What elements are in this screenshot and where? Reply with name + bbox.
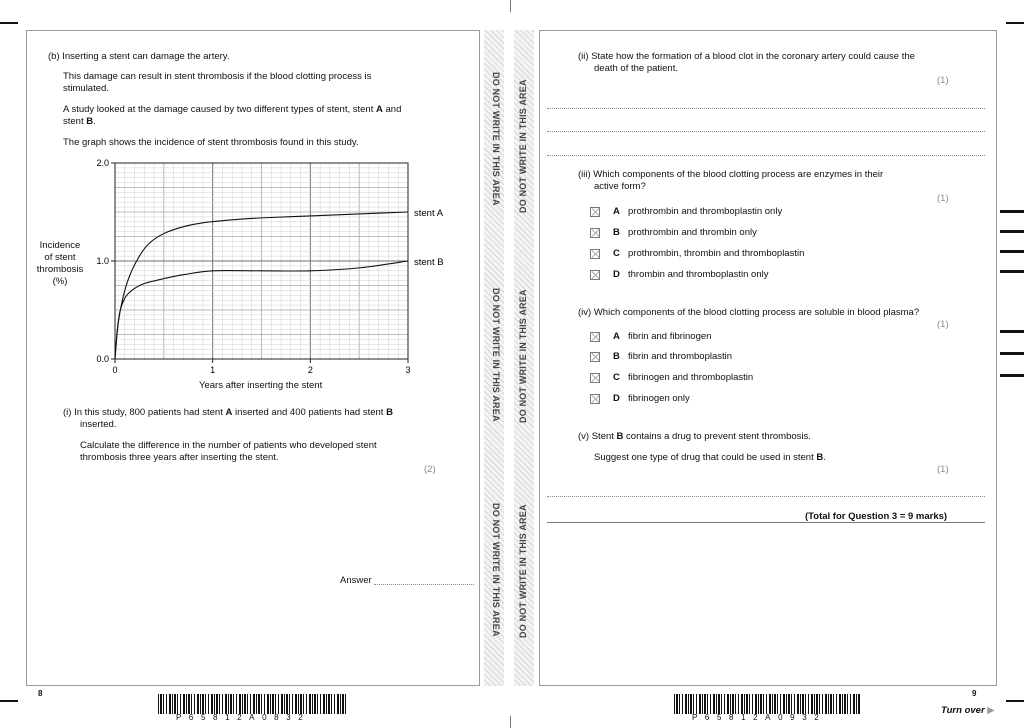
timing-mark bbox=[1000, 250, 1024, 253]
x-tick-label: 1 bbox=[210, 365, 216, 375]
crop-mark bbox=[510, 716, 511, 728]
q-iii-option-d-text: thrombin and thromboplastin only bbox=[628, 269, 769, 280]
margin-text: DO NOT WRITE IN THIS AREA bbox=[491, 288, 501, 422]
thrombosis-chart bbox=[30, 150, 470, 400]
right-barcode-number: P65812A0932 bbox=[692, 713, 827, 722]
x-tick-label: 2 bbox=[307, 365, 313, 375]
intro-line-3b: stent B. bbox=[63, 116, 96, 127]
q-v-line-2: Suggest one type of drug that could be used in stent B. bbox=[594, 452, 826, 463]
x-tick-label: 0 bbox=[112, 365, 118, 375]
chart-ticks bbox=[96, 158, 410, 375]
q-iv-line-1: (iv) Which components of the blood clotting process are soluble in blood plasma? bbox=[578, 307, 920, 318]
q-iv-option-b-checkbox[interactable] bbox=[590, 352, 600, 362]
timing-mark bbox=[1000, 330, 1024, 333]
margin-text: DO NOT WRITE IN THIS AREA bbox=[491, 503, 501, 637]
margin-text: DO NOT WRITE IN THIS AREA bbox=[518, 504, 528, 638]
q-iv-option-c-text: fibrinogen and thromboplastin bbox=[628, 372, 754, 383]
crop-mark bbox=[0, 700, 18, 702]
turn-over-label[interactable]: Turn over ▶ bbox=[941, 705, 995, 716]
q-iv-option-d-letter: D bbox=[613, 393, 620, 404]
q-v-line-1: (v) Stent B contains a drug to prevent stent thrombosis. bbox=[578, 431, 811, 442]
answer-label: Answer bbox=[340, 575, 372, 586]
q-iii-option-c-text: prothrombin, thrombin and thromboplastin bbox=[628, 248, 805, 259]
timing-mark bbox=[1000, 352, 1024, 355]
q-iv-option-b-letter: B bbox=[613, 351, 620, 362]
y-tick-label: 2.0 bbox=[96, 158, 109, 168]
q-v-marks: (1) bbox=[937, 464, 949, 475]
timing-mark bbox=[1000, 230, 1024, 233]
q-iv-marks: (1) bbox=[937, 319, 949, 330]
answer-line[interactable] bbox=[374, 584, 474, 585]
q-iv-option-a-letter: A bbox=[613, 331, 620, 342]
q-v-answer-line[interactable] bbox=[547, 496, 985, 497]
q-ii-answer-line-1[interactable] bbox=[547, 108, 985, 109]
q-ii-line-2: death of the patient. bbox=[594, 63, 678, 74]
y-axis-label-4: (%) bbox=[52, 276, 68, 287]
series-label-stent-a: stent A bbox=[414, 208, 444, 219]
chart-grid bbox=[115, 163, 408, 359]
crop-mark bbox=[510, 0, 511, 12]
q-ii-answer-line-2[interactable] bbox=[547, 131, 985, 132]
crop-mark bbox=[0, 22, 18, 24]
q-iii-option-b-text: prothrombin and thrombin only bbox=[628, 227, 757, 238]
x-axis-label: Years after inserting the stent bbox=[199, 380, 323, 391]
q-iii-option-b-checkbox[interactable] bbox=[590, 228, 600, 238]
margin-text: DO NOT WRITE IN THIS AREA bbox=[518, 289, 528, 423]
total-rule bbox=[547, 522, 985, 523]
q-iii-marks: (1) bbox=[937, 193, 949, 204]
q-iii-option-c-checkbox[interactable] bbox=[590, 249, 600, 259]
timing-mark bbox=[1000, 210, 1024, 213]
margin-text: DO NOT WRITE IN THIS AREA bbox=[491, 72, 501, 206]
q-iv-option-a-checkbox[interactable] bbox=[590, 332, 600, 342]
intro-line-1: (b) Inserting a stent can damage the artery. bbox=[48, 51, 230, 62]
y-axis-label-1: Incidence bbox=[39, 240, 81, 251]
arrow-right-icon: ▶ bbox=[987, 705, 995, 716]
q-i-line-2: Calculate the difference in the number of patients who developed stent bbox=[80, 440, 377, 451]
q-iii-option-a-text: prothrombin and thromboplastin only bbox=[628, 206, 783, 217]
q-ii-answer-line-3[interactable] bbox=[547, 155, 985, 156]
right-page-number: 9 bbox=[972, 689, 977, 698]
intro-line-2b: stimulated. bbox=[63, 83, 109, 94]
q-iv-option-c-letter: C bbox=[613, 372, 620, 383]
y-tick-label: 1.0 bbox=[96, 256, 109, 266]
q-i-line-1: (i) In this study, 800 patients had stent A inserted and 400 patients had stent B bbox=[63, 407, 393, 418]
right-page bbox=[539, 30, 997, 686]
q-iv-option-c-checkbox[interactable] bbox=[590, 373, 600, 383]
q-iii-option-d-checkbox[interactable] bbox=[590, 270, 600, 280]
crop-mark bbox=[1006, 22, 1024, 24]
q-iii-option-d-letter: D bbox=[613, 269, 620, 280]
q-ii-marks: (1) bbox=[937, 75, 949, 86]
q-iii-option-c-letter: C bbox=[613, 248, 620, 259]
q-iii-line-2: active form? bbox=[594, 181, 646, 192]
q-i-line-2b: thrombosis three years after inserting the stent. bbox=[80, 452, 279, 463]
intro-line-4: The graph shows the incidence of stent thrombosis found in this study. bbox=[63, 137, 359, 148]
series-label-stent-b: stent B bbox=[414, 257, 444, 268]
q-i-marks: (2) bbox=[424, 464, 436, 475]
q-iv-option-a-text: fibrin and fibrinogen bbox=[628, 331, 712, 342]
left-barcode-number: P65812A0832 bbox=[176, 713, 311, 722]
q-i-line-1b: inserted. bbox=[80, 419, 117, 430]
q-iii-option-a-checkbox[interactable] bbox=[590, 207, 600, 217]
chart-series bbox=[115, 208, 444, 359]
y-tick-label: 0.0 bbox=[96, 354, 109, 364]
y-axis-label-3: thrombosis bbox=[36, 264, 84, 275]
y-axis-label-2: of stent bbox=[44, 252, 76, 263]
intro-line-2a: This damage can result in stent thrombosis if the blood clotting process is bbox=[63, 71, 372, 82]
timing-mark bbox=[1000, 270, 1024, 273]
q-iii-option-a-letter: A bbox=[613, 206, 620, 217]
question-total: (Total for Question 3 = 9 marks) bbox=[805, 511, 948, 522]
x-tick-label: 3 bbox=[405, 365, 411, 375]
timing-mark bbox=[1000, 374, 1024, 377]
q-iv-option-d-checkbox[interactable] bbox=[590, 394, 600, 404]
q-iv-option-d-text: fibrinogen only bbox=[628, 393, 690, 404]
left-barcode bbox=[158, 694, 346, 714]
q-iv-option-b-text: fibrin and thromboplastin bbox=[628, 351, 733, 362]
q-iii-option-b-letter: B bbox=[613, 227, 620, 238]
q-iii-line-1: (iii) Which components of the blood clotting process are enzymes in their bbox=[578, 169, 884, 180]
left-page-number: 8 bbox=[38, 689, 43, 698]
crop-mark bbox=[1006, 700, 1024, 702]
margin-text: DO NOT WRITE IN THIS AREA bbox=[518, 79, 528, 213]
right-barcode bbox=[674, 694, 860, 714]
intro-line-3a: A study looked at the damage caused by two different types of stent, stent A and bbox=[63, 104, 402, 115]
q-ii-line-1: (ii) State how the formation of a blood clot in the coronary artery could cause the bbox=[578, 51, 915, 62]
